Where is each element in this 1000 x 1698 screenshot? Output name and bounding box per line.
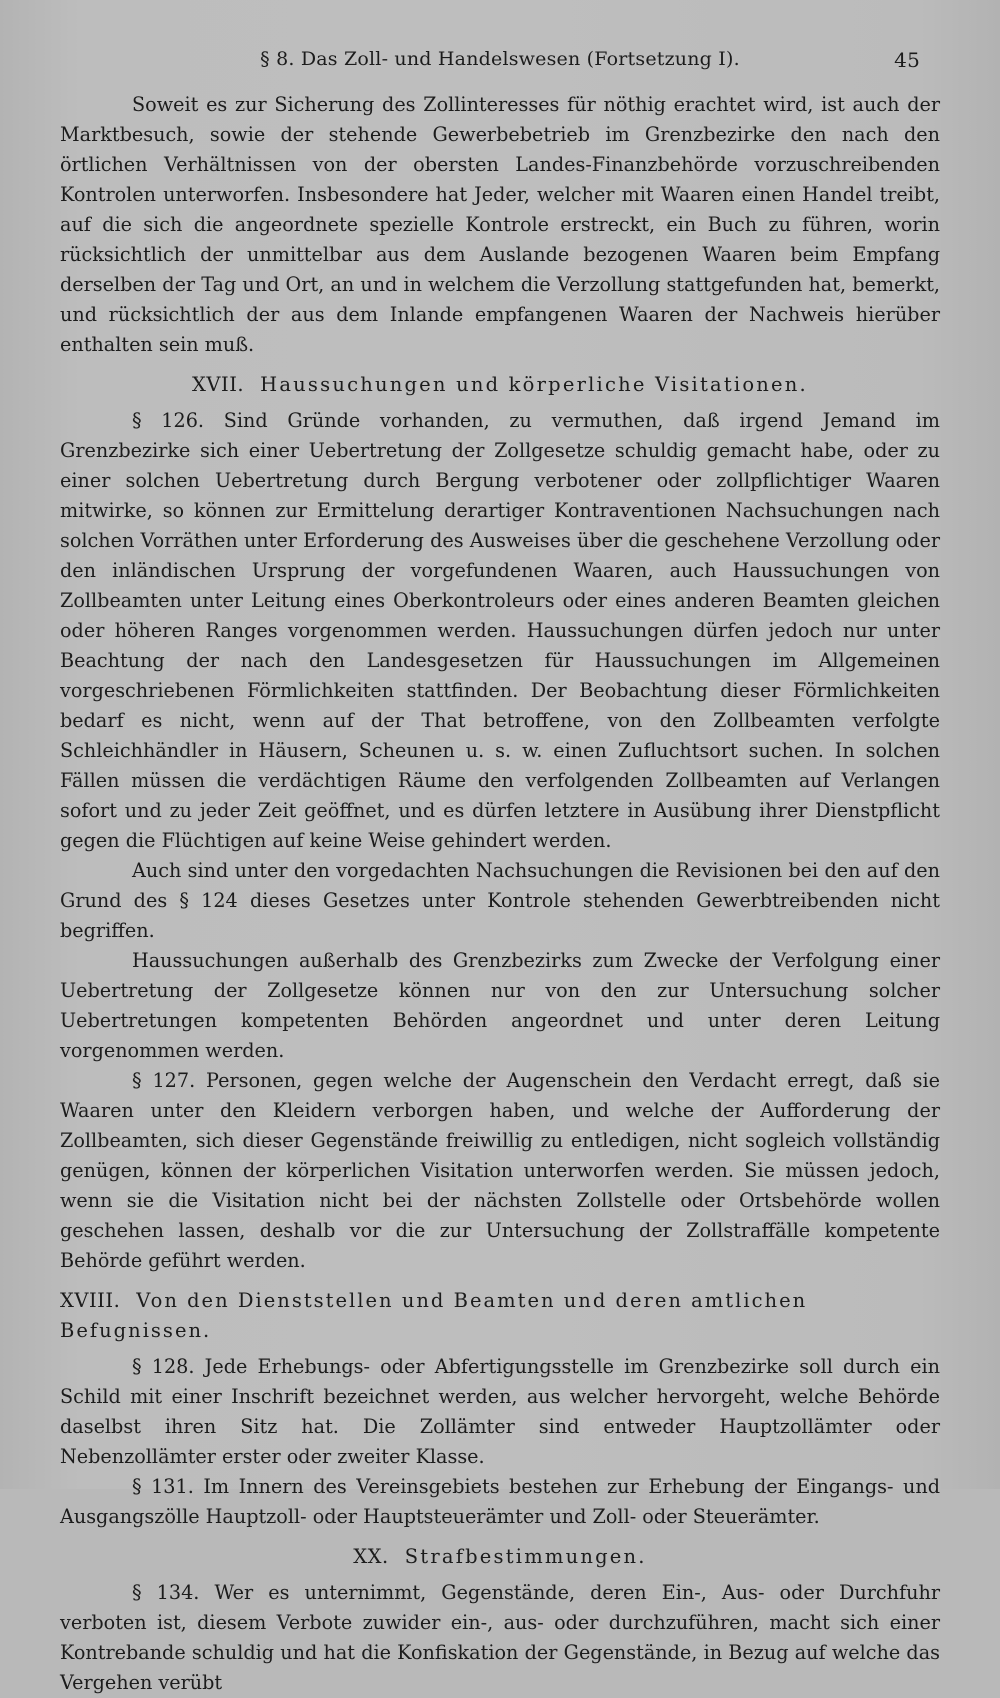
intro-paragraph: Soweit es zur Sicherung des Zollinteresses für nöthig erachtet wird, ist auch der Marktbesuch, sowie der stehende Gewerbebetrieb im Grenzbezirke den nach den örtlichen Verhältnissen von der obersten Landes-Finanzbehörde vorzuschreibenden Kontrolen unterworfen. Insbesondere hat Jeder, welcher mit Waaren einen Handel treibt, auf die sich die angeordnete spezielle Kontrole erstreckt, ein Buch zu führen, worin rücksichtlich der unmittelbar aus dem Auslande bezogenen Waaren beim Empfang derselben der Tag und Ort, an und in welchem die Verzollung stattgefunden hat, bemerkt, und rücksichtlich der aus dem Inlande empfangenen Waaren der Nachweis hierüber enthalten sein muß. [60, 93, 940, 356]
paragraph-126: § 126. Sind Gründe vorhanden, zu vermuthen, daß irgend Jemand im Grenzbezirke sich einer Uebertretung der Zollgesetze schuldig gemacht habe, oder zu einer solchen Uebertretung durch Bergung verbotener oder zollpflichtiger Waaren mitwirke, so können zur Ermittelung derartiger Kontraventionen Nachsuchungen nach solchen Vorräthen unter Erforderung des Ausweises über die geschehene Verzollung oder den inländischen Ursprung der vorgefundenen Waaren, auch Haussuchungen von Zollbeamten unter Leitung eines Oberkontroleurs oder eines anderen Beamten gleichen oder höheren Ranges vorgenommen werden. Haussuchungen dürfen jedoch nur unter Beachtung der nach den Landesgesetzen für Haussuchungen im Allgemeinen vorgeschriebenen Förmlichkeiten stattfinden. Der Beobachtung dieser Förmlichkeiten bedarf es nicht, wenn auf der That betroffene, von den Zollbeamten verfolgte Schleichhändler in Häusern, Scheunen u. s. w. einen Zufluchtsort suchen. In solchen Fällen müssen die verdächtigen Räume den verfolgenden Zollbeamten auf Verlangen sofort und zu jeder Zeit geöffnet, und es dürfen letztere in Ausübung ihrer Dienstpflicht gegen die Flüchtigen auf keine Weise gehindert werden. [60, 409, 940, 852]
page-number: 45 [894, 48, 920, 72]
section-heading-xx [60, 1542, 940, 1572]
section-numeral: XVII. [192, 373, 245, 396]
paragraph-131: § 131. Im Innern des Vereinsgebiets bestehen zur Erhebung der Eingangs- und Ausgangszölle Hauptzoll- oder Hauptsteuerämter und Zoll- oder Steuerämter. [60, 1475, 940, 1528]
section-heading-xvii [60, 370, 940, 400]
paragraph-128: § 128. Jede Erhebungs- oder Abfertigungsstelle im Grenzbezirke soll durch ein Schild mit einer Inschrift bezeichnet werden, aus welcher hervorgeht, welche Behörde daselbst ihren Sitz hat. Die Zollämter sind entweder Hauptzollämter oder Nebenzollämter erster oder zweiter Klasse. [60, 1355, 940, 1468]
section-heading-xviii [60, 1286, 940, 1346]
paragraph-126-revisions: Auch sind unter den vorgedachten Nachsuchungen die Revisionen bei den auf den Grund des § 124 dieses Gesetzes unter Kontrole stehenden Gewerbtreibenden nicht begriffen. [60, 859, 940, 942]
section-numeral: XX. [353, 1545, 389, 1568]
section-title: Haussuchungen und körperliche Visitationen. [260, 373, 808, 396]
paragraph-134: § 134. Wer es unternimmt, Gegenstände, deren Ein-, Aus- oder Durchfuhr verboten ist, diesem Verbote zuwider ein-, aus- oder durchzuführen, macht sich einer Kontrebande schuldig und hat die Konfiskation der Gegenstände, in Bezug auf welche das Vergehen verübt [60, 1581, 940, 1694]
paragraph-126-outside-border: Haussuchungen außerhalb des Grenzbezirks zum Zwecke der Verfolgung einer Uebertretung der Zollgesetze können nur von den zur Untersuchung solcher Uebertretungen kompetenten Behörden angeordnet und unter deren Leitung vorgenommen werden. [60, 949, 940, 1062]
section-numeral: XVIII. [60, 1289, 121, 1312]
running-title: § 8. Das Zoll- und Handelswesen (Fortsetzung I). [260, 48, 740, 70]
body-text [60, 90, 940, 1698]
section-title: Strafbestimmungen. [404, 1545, 647, 1568]
running-head [60, 40, 940, 80]
paragraph-127: § 127. Personen, gegen welche der Augenschein den Verdacht erregt, daß sie Waaren unter den Kleidern verborgen haben, und welche der Aufforderung der Zollbeamten, sich dieser Gegenstände freiwillig zu entledigen, nicht sogleich vollständig genügen, können der körperlichen Visitation unterworfen werden. Sie müssen jedoch, wenn sie die Visitation nicht bei der nächsten Zollstelle oder Ortsbehörde wollen geschehen lassen, deshalb vor die zur Untersuchung der Zollstraffälle kompetente Behörde geführt werden. [60, 1069, 940, 1272]
section-title: Von den Dienststellen und Beamten und deren amtlichen Befugnissen. [60, 1289, 808, 1342]
